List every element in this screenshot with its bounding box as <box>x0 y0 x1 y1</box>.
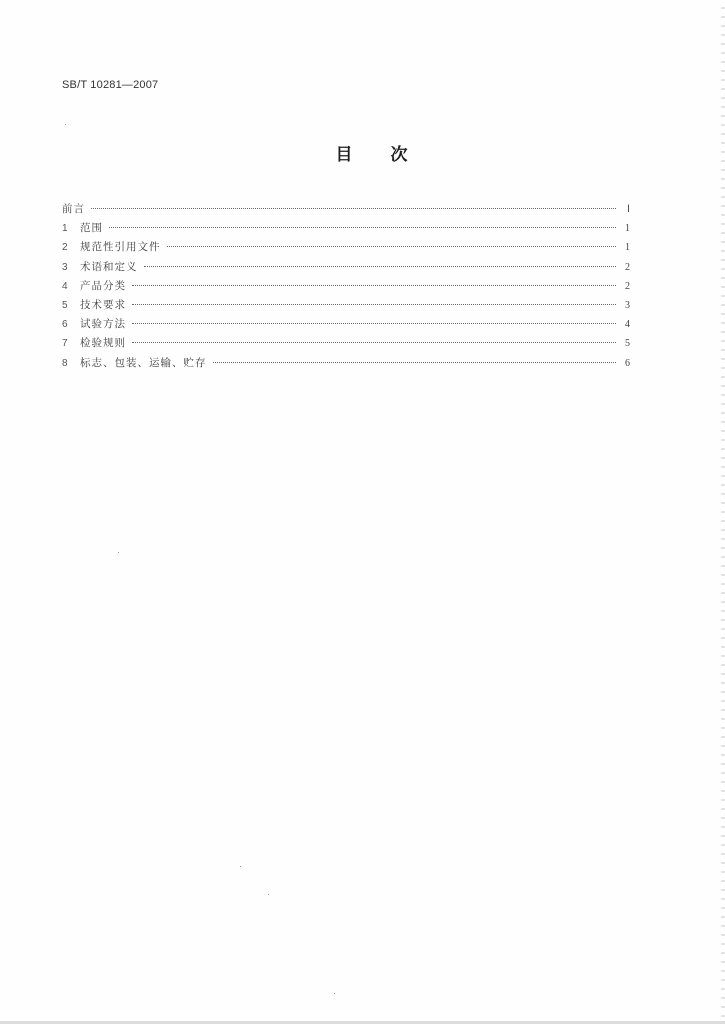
toc-entry-label: 前言 <box>62 203 85 215</box>
dot-leader <box>91 208 616 209</box>
toc-entry-4[interactable] <box>62 278 630 297</box>
dot-leader <box>213 362 617 363</box>
toc-entry-page: 3 <box>625 299 630 311</box>
toc-entry-5[interactable] <box>62 297 630 316</box>
toc-title: 目 次 <box>335 145 408 165</box>
toc-entry-label: 检验规则 <box>80 337 126 350</box>
toc-entry-1[interactable] <box>62 220 630 239</box>
toc-entry-3[interactable] <box>62 259 630 278</box>
toc-entry-6[interactable] <box>62 316 630 335</box>
dot-leader <box>144 266 617 267</box>
toc-entry-number: 6 <box>62 319 68 331</box>
toc-entry-label: 范围 <box>80 222 103 235</box>
scan-speck <box>118 552 119 553</box>
scan-speck <box>240 866 241 867</box>
toc-entry-foreword[interactable] <box>62 201 630 220</box>
toc-entry-7[interactable] <box>62 335 630 354</box>
standard-code: SB/T 10281—2007 <box>62 79 159 91</box>
toc-entry-number: 4 <box>62 280 68 292</box>
scan-speck <box>65 124 66 125</box>
toc-entry-number: 5 <box>62 299 68 311</box>
scan-speck <box>268 894 269 895</box>
toc-entry-label: 技术要求 <box>80 298 126 311</box>
dot-leader <box>132 304 616 305</box>
toc-entry-label: 术语和定义 <box>80 260 138 273</box>
toc-entry-page: 1 <box>625 223 630 235</box>
toc-entry-number: 2 <box>62 242 68 254</box>
toc-entry-number: 7 <box>62 338 68 350</box>
dot-leader <box>132 323 616 324</box>
toc-entry-page: 5 <box>625 338 630 350</box>
toc-entry-page: Ⅰ <box>627 204 630 215</box>
toc-entry-label: 试验方法 <box>80 318 126 331</box>
toc-entry-number: 8 <box>62 357 68 369</box>
dot-leader <box>132 285 616 286</box>
toc-entry-page: 4 <box>625 319 630 331</box>
scan-edge-right <box>721 0 725 1024</box>
toc-entry-label: 标志、包装、运输、贮存 <box>80 356 207 369</box>
toc-entry-label: 产品分类 <box>80 279 126 292</box>
toc-entry-page: 2 <box>625 261 630 273</box>
toc-entry-page: 2 <box>625 280 630 292</box>
dot-leader <box>132 342 616 343</box>
dot-leader <box>167 246 617 247</box>
table-of-contents <box>62 201 630 374</box>
dot-leader <box>109 227 616 228</box>
toc-entry-number: 3 <box>62 261 68 273</box>
toc-entry-page: 6 <box>625 357 630 369</box>
toc-entry-2[interactable] <box>62 239 630 258</box>
toc-entry-page: 1 <box>625 242 630 254</box>
scan-speck <box>334 993 335 994</box>
toc-entry-8[interactable] <box>62 355 630 374</box>
toc-entry-number: 1 <box>62 223 68 235</box>
toc-entry-label: 规范性引用文件 <box>80 241 161 254</box>
